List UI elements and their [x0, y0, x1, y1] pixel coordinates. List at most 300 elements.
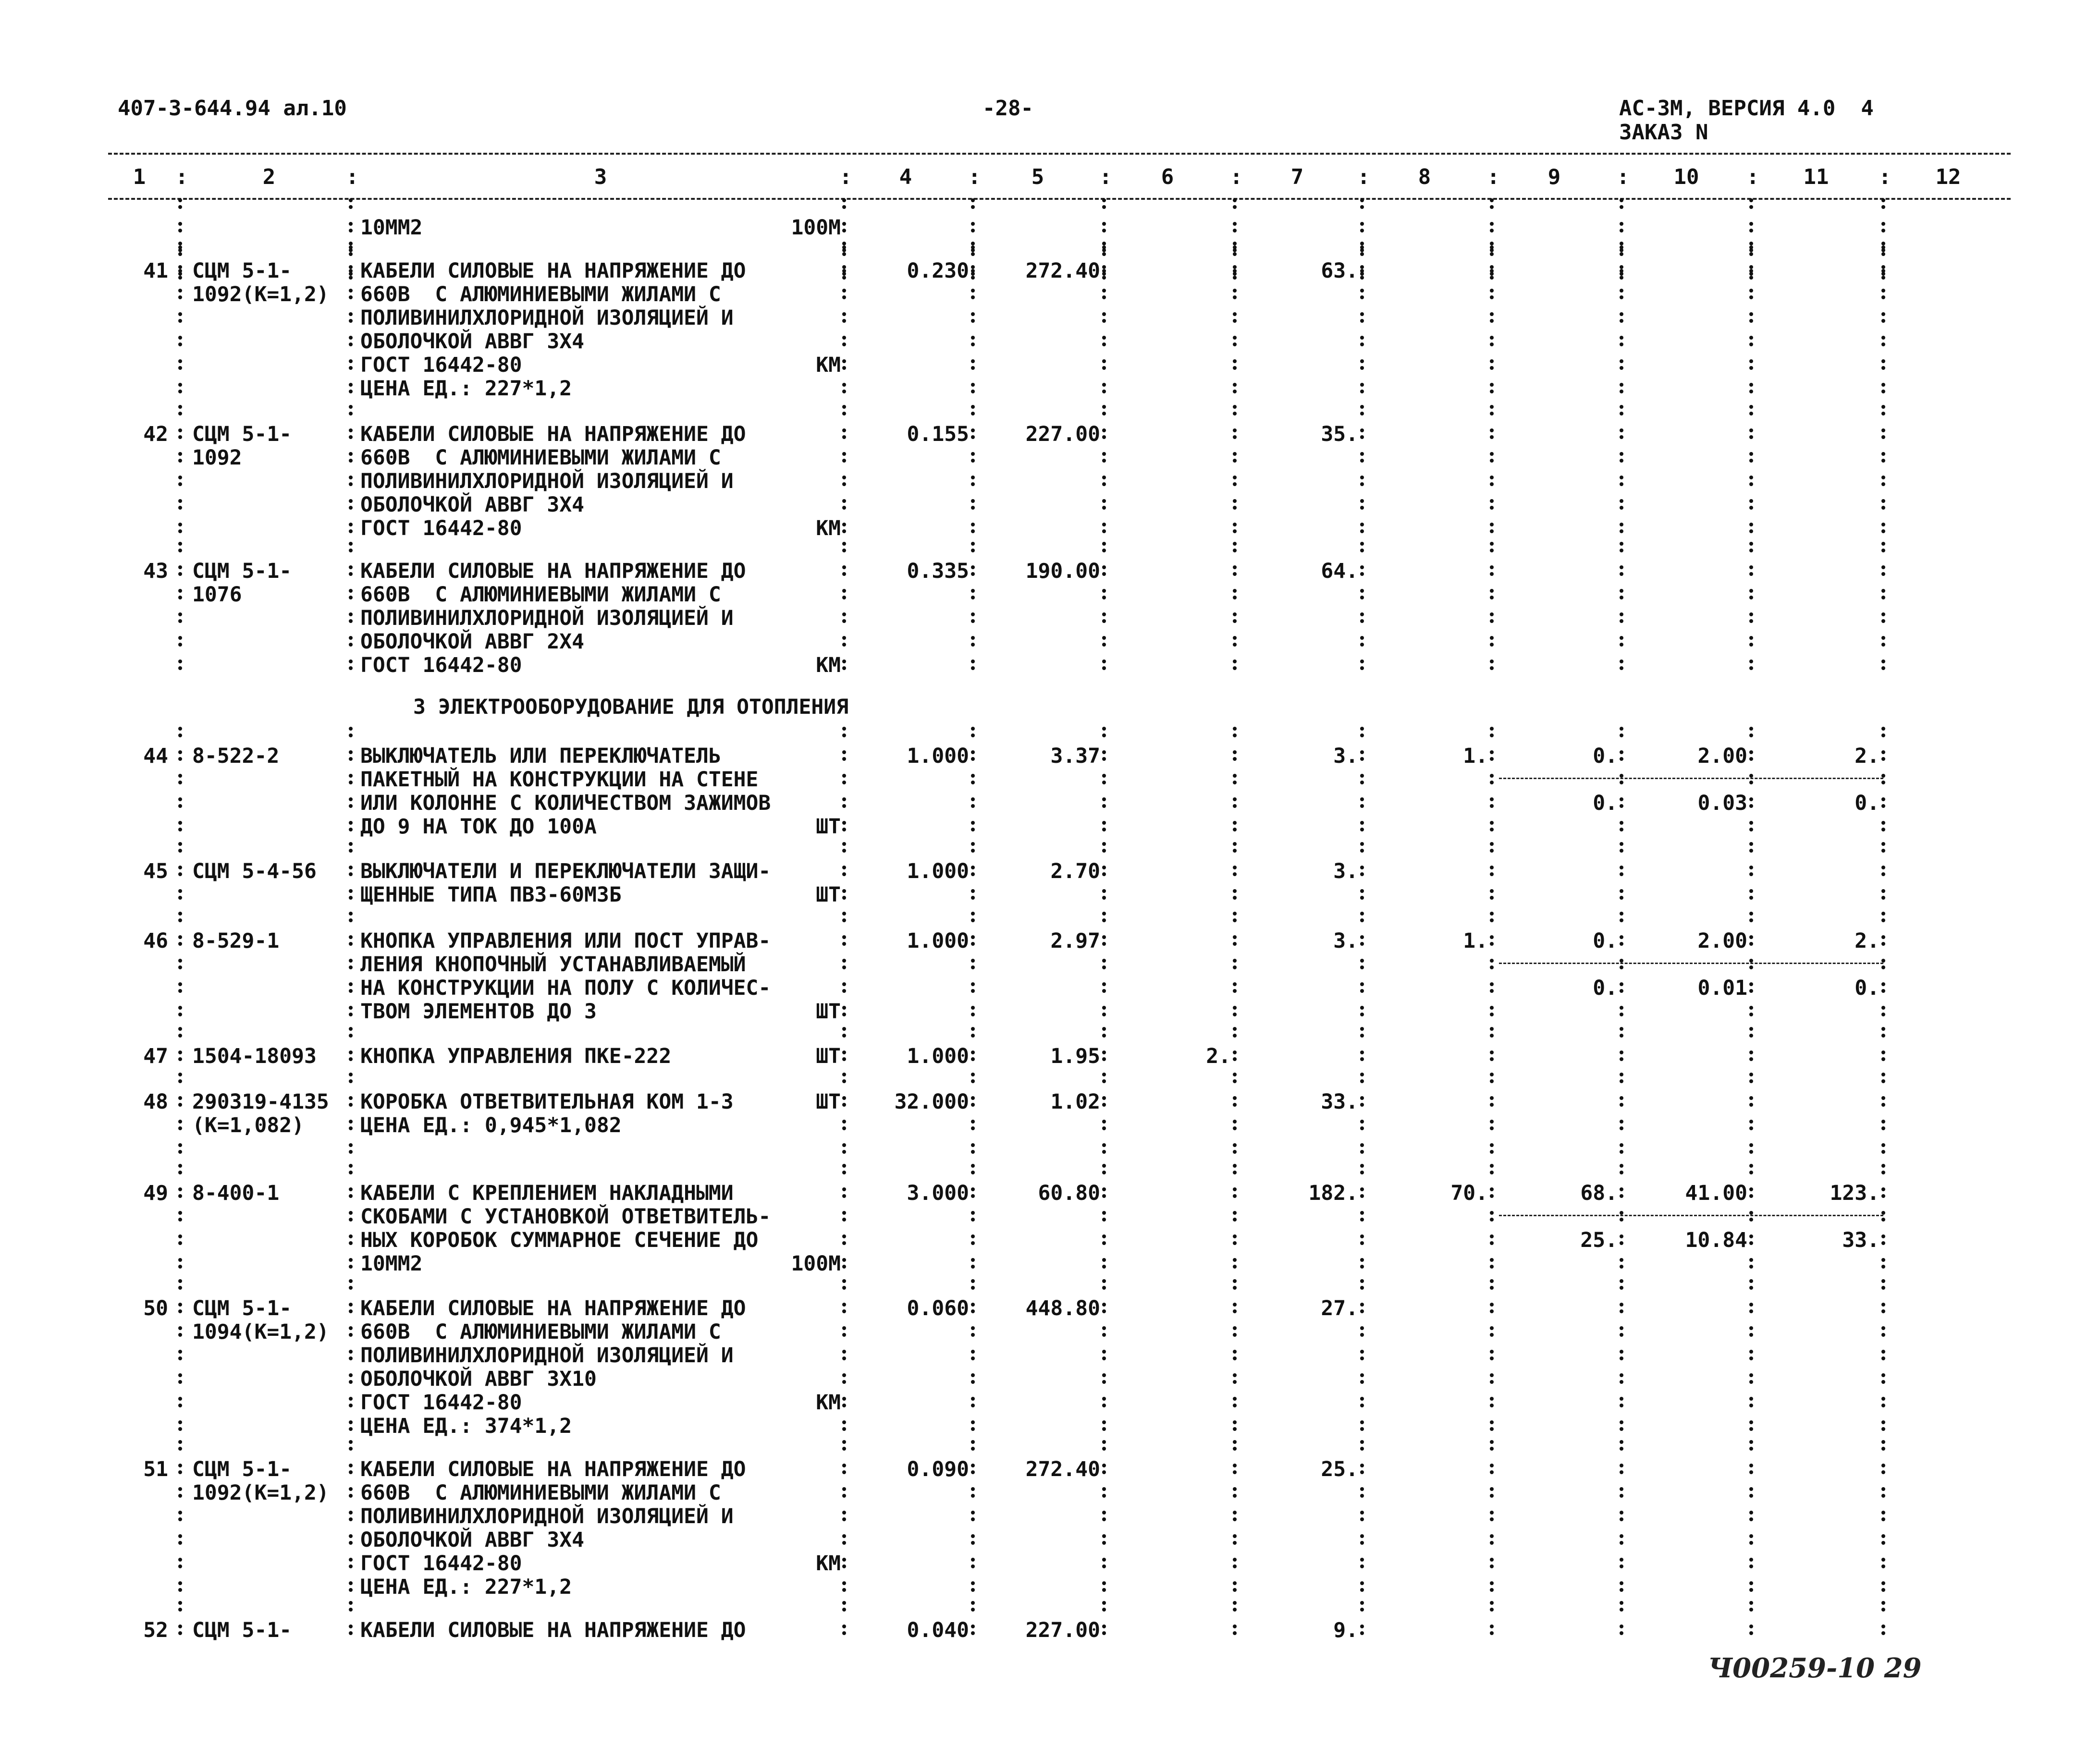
column-separator [1749, 1027, 1753, 1074]
value-col-5: 1.02 [1050, 1090, 1100, 1114]
split-divider [1499, 963, 1883, 964]
column-number-5: 5 [1031, 165, 1044, 189]
work-description: 660В С АЛЮМИНИЕВЫМИ ЖИЛАМИ С [360, 583, 721, 607]
value-col-9-secondary: 0. [1593, 791, 1618, 815]
column-separator [1749, 242, 1753, 406]
column-separator [1881, 1164, 1885, 1282]
work-description: ОБОЛОЧКОЙ АВВГ 3Х4 [360, 330, 584, 354]
column-header-separator: : [968, 165, 981, 189]
work-description: КАБЕЛИ СИЛОВЫЕ НА НАПРЯЖЕНИЕ ДО [360, 1618, 746, 1642]
column-separator [1102, 1073, 1106, 1167]
value-col-7: 3. [1333, 929, 1358, 953]
column-separator [178, 1027, 182, 1074]
resource-code: СЦМ 5-1- [192, 259, 292, 283]
order-label: ЗАКАЗ N [1619, 120, 1708, 145]
work-description: ПОЛИВИНИЛХЛОРИДНОЙ ИЗОЛЯЦИЕЙ И [360, 1504, 734, 1528]
resource-code: 1504-18093 [192, 1044, 317, 1068]
work-description: ИЛИ КОЛОННЕ С КОЛИЧЕСТВОМ ЗАЖИМОВ [360, 791, 771, 815]
work-description: ГОСТ 16442-80 [360, 516, 522, 540]
unit-of-measure: 100М [791, 216, 841, 240]
value-col-11: 123. [1830, 1181, 1879, 1205]
resource-code: 8-400-1 [192, 1181, 280, 1205]
column-separator [1881, 405, 1885, 546]
column-separator [1233, 912, 1237, 1029]
column-separator [349, 912, 353, 1029]
work-description: ГОСТ 16442-80 [360, 653, 522, 677]
header-top-rule [108, 153, 2011, 155]
work-description: ГОСТ 16442-80 [360, 353, 522, 377]
column-separator [349, 1073, 353, 1167]
column-separator [178, 1440, 182, 1605]
work-description: КНОПКА УПРАВЛЕНИЯ ИЛИ ПОСТ УПРАВ- [360, 929, 771, 953]
unit-of-measure: КМ [816, 353, 841, 377]
value-col-5: 227.00 [1025, 1618, 1100, 1642]
column-separator [842, 405, 846, 546]
column-separator [349, 1279, 353, 1444]
column-separator [971, 842, 975, 913]
column-separator [178, 1164, 182, 1282]
column-separator [1881, 1027, 1885, 1074]
column-number-4: 4 [899, 165, 912, 189]
column-separator [1360, 1601, 1364, 1648]
column-separator [842, 1027, 846, 1074]
column-separator [349, 727, 353, 844]
column-separator [178, 405, 182, 546]
column-number-7: 7 [1290, 165, 1304, 189]
value-col-5: 227.00 [1025, 422, 1100, 446]
column-separator [1233, 1027, 1237, 1074]
column-separator [1102, 1601, 1106, 1648]
work-description: ОБОЛОЧКОЙ АВВГ 3Х4 [360, 493, 584, 517]
column-separator [1620, 842, 1623, 913]
work-description: 10ММ2 [360, 216, 423, 240]
work-description: ПОЛИВИНИЛХЛОРИДНОЙ ИЗОЛЯЦИЕЙ И [360, 606, 734, 630]
column-separator [1749, 912, 1753, 1029]
column-separator [1620, 1027, 1623, 1074]
work-description: ВЫКЛЮЧАТЕЛИ И ПЕРЕКЛЮЧАТЕЛИ ЗАЩИ- [360, 859, 771, 883]
column-separator [1102, 1027, 1106, 1074]
value-col-11-secondary: 0. [1854, 976, 1879, 1000]
section-title: 3 ЭЛЕКТРООБОРУДОВАНИЕ ДЛЯ ОТОПЛЕНИЯ [413, 695, 849, 719]
column-header-separator: : [175, 165, 188, 189]
column-header-separator: : [1230, 165, 1243, 189]
value-col-7: 33. [1321, 1090, 1358, 1114]
resource-code: СЦМ 5-1- [192, 1618, 292, 1642]
column-separator [349, 1164, 353, 1282]
column-separator [1881, 727, 1885, 844]
work-description: КАБЕЛИ СИЛОВЫЕ НА НАПРЯЖЕНИЕ ДО [360, 1296, 746, 1320]
column-separator [1749, 1279, 1753, 1444]
work-description: КАБЕЛИ СИЛОВЫЕ НА НАПРЯЖЕНИЕ ДО [360, 1457, 746, 1481]
work-description: НА КОНСТРУКЦИИ НА ПОЛУ С КОЛИЧЕС- [360, 976, 771, 1000]
row-number: 51 [143, 1457, 168, 1481]
value-col-4: 1.000 [907, 859, 969, 883]
row-number: 49 [143, 1181, 168, 1205]
column-separator [1620, 542, 1623, 683]
row-number: 42 [143, 422, 168, 446]
column-separator [1490, 1440, 1494, 1605]
value-col-9: 0. [1593, 929, 1618, 953]
work-description: ЩЕННЫЕ ТИПА ПВЗ-60М3Б [360, 883, 622, 907]
work-description: ГОСТ 16442-80 [360, 1391, 522, 1415]
unit-of-measure: ШТ [816, 1090, 841, 1114]
column-separator [349, 1027, 353, 1074]
column-separator [1233, 1279, 1237, 1444]
resource-code: СЦМ 5-1- [192, 422, 292, 446]
column-separator [1749, 1601, 1753, 1648]
work-description: ДО 9 НА ТОК ДО 100А [360, 815, 597, 839]
resource-code: 1094(K=1,2) [192, 1320, 329, 1344]
unit-of-measure: КМ [816, 1391, 841, 1415]
resource-code: 1092(K=1,2) [192, 282, 329, 306]
value-col-10: 41.00 [1685, 1181, 1747, 1205]
program-version: АС-3М, ВЕРСИЯ 4.0 4 [1619, 96, 1874, 121]
column-separator [1620, 727, 1623, 844]
column-separator [1360, 912, 1364, 1029]
column-separator [1233, 242, 1237, 406]
column-separator [1881, 1440, 1885, 1605]
value-col-7: 35. [1321, 422, 1358, 446]
row-number: 43 [143, 559, 168, 583]
column-separator [1749, 727, 1753, 844]
column-header-separator: : [1617, 165, 1630, 189]
column-separator [1233, 842, 1237, 913]
value-col-5: 272.40 [1025, 1457, 1100, 1481]
work-description: 660В С АЛЮМИНИЕВЫМИ ЖИЛАМИ С [360, 1320, 721, 1344]
resource-code: 290319-4135 [192, 1090, 329, 1114]
column-separator [1102, 405, 1106, 546]
unit-of-measure: КМ [816, 1551, 841, 1576]
value-col-4: 0.090 [907, 1457, 969, 1481]
resource-code: СЦМ 5-4-56 [192, 859, 317, 883]
column-separator [1749, 842, 1753, 913]
column-separator [1881, 242, 1885, 406]
column-separator [1881, 1073, 1885, 1167]
unit-of-measure: КМ [816, 653, 841, 677]
column-separator [1360, 242, 1364, 406]
column-separator [1360, 1073, 1364, 1167]
column-separator [842, 242, 846, 406]
value-col-4: 32.000 [894, 1090, 969, 1114]
unit-of-measure: ШТ [816, 815, 841, 839]
column-separator [971, 1164, 975, 1282]
value-col-7: 27. [1321, 1296, 1358, 1320]
column-separator [1102, 1279, 1106, 1444]
column-separator [1881, 1279, 1885, 1444]
column-separator [1233, 1164, 1237, 1282]
column-number-9: 9 [1547, 165, 1561, 189]
column-separator [1490, 1279, 1494, 1444]
column-number-10: 10 [1673, 165, 1699, 189]
value-col-5: 190.00 [1025, 559, 1100, 583]
column-separator [971, 727, 975, 844]
value-col-7: 25. [1321, 1457, 1358, 1481]
work-description: СКОБАМИ С УСТАНОВКОЙ ОТВЕТВИТЕЛЬ- [360, 1205, 771, 1229]
unit-of-measure: ШТ [816, 1000, 841, 1024]
column-separator [1490, 242, 1494, 406]
column-header-separator: : [346, 165, 359, 189]
resource-code: 8-529-1 [192, 929, 280, 953]
column-header-separator: : [1487, 165, 1500, 189]
value-col-7: 3. [1333, 744, 1358, 768]
column-number-2: 2 [262, 165, 276, 189]
column-separator [1881, 912, 1885, 1029]
column-separator [1233, 1440, 1237, 1605]
value-col-5: 3.37 [1050, 744, 1100, 768]
value-col-11: 2. [1854, 929, 1879, 953]
value-col-8: 1. [1463, 929, 1488, 953]
work-description: 660В С АЛЮМИНИЕВЫМИ ЖИЛАМИ С [360, 446, 721, 470]
work-description: ВЫКЛЮЧАТЕЛЬ ИЛИ ПЕРЕКЛЮЧАТЕЛЬ [360, 744, 721, 768]
work-description: КАБЕЛИ СИЛОВЫЕ НА НАПРЯЖЕНИЕ ДО [360, 259, 746, 283]
resource-code: СЦМ 5-1- [192, 559, 292, 583]
column-separator [842, 912, 846, 1029]
column-separator [1620, 1279, 1623, 1444]
work-description: КОРОБКА ОТВЕТВИТЕЛЬНАЯ КОМ 1-3 [360, 1090, 734, 1114]
column-separator [1749, 1164, 1753, 1282]
column-separator [842, 842, 846, 913]
column-separator [1233, 727, 1237, 844]
column-separator [178, 1601, 182, 1648]
work-description: ОБОЛОЧКОЙ АВВГ 3Х4 [360, 1528, 584, 1552]
column-separator [971, 405, 975, 546]
column-separator [1490, 1164, 1494, 1282]
unit-of-measure: 100М [791, 1252, 841, 1276]
work-description: КАБЕЛИ СИЛОВЫЕ НА НАПРЯЖЕНИЕ ДО [360, 559, 746, 583]
work-description: КАБЕЛИ С КРЕПЛЕНИЕМ НАКЛАДНЫМИ [360, 1181, 734, 1205]
column-separator [1749, 542, 1753, 683]
work-description: 660В С АЛЮМИНИЕВЫМИ ЖИЛАМИ С [360, 282, 721, 306]
column-separator [971, 1601, 975, 1648]
row-number: 46 [143, 929, 168, 953]
column-separator [349, 1440, 353, 1605]
column-separator [1490, 405, 1494, 546]
column-separator [1360, 1027, 1364, 1074]
page-number: -28- [982, 96, 1033, 121]
column-separator [1749, 1440, 1753, 1605]
row-number: 44 [143, 744, 168, 768]
value-col-5: 448.80 [1025, 1296, 1100, 1320]
column-separator [178, 542, 182, 683]
column-separator [178, 912, 182, 1029]
value-col-11-secondary: 33. [1842, 1228, 1879, 1252]
work-description: ПОЛИВИНИЛХЛОРИДНОЙ ИЗОЛЯЦИЕЙ И [360, 469, 734, 493]
value-col-9-secondary: 25. [1580, 1228, 1618, 1252]
value-col-4: 0.155 [907, 422, 969, 446]
value-col-10: 2.00 [1697, 929, 1747, 953]
value-col-6: 2. [1206, 1044, 1231, 1068]
value-col-5: 1.95 [1050, 1044, 1100, 1068]
value-col-7: 63. [1321, 259, 1358, 283]
resource-code: (K=1,082) [192, 1113, 304, 1137]
column-separator [178, 727, 182, 844]
work-description: ГОСТ 16442-80 [360, 1551, 522, 1576]
value-col-5: 2.97 [1050, 929, 1100, 953]
work-description: ОБОЛОЧКОЙ АВВГ 3Х10 [360, 1367, 597, 1391]
row-number: 47 [143, 1044, 168, 1068]
column-separator [1360, 1279, 1364, 1444]
column-separator [842, 727, 846, 844]
column-number-1: 1 [133, 165, 146, 189]
resource-code: СЦМ 5-1- [192, 1296, 292, 1320]
row-number: 52 [143, 1618, 168, 1642]
value-col-10-secondary: 10.84 [1685, 1228, 1747, 1252]
header-bottom-rule [108, 198, 2011, 200]
work-description: ПАКЕТНЫЙ НА КОНСТРУКЦИИ НА СТЕНЕ [360, 768, 759, 792]
value-col-5: 2.70 [1050, 859, 1100, 883]
column-header-separator: : [839, 165, 852, 189]
column-separator [1102, 727, 1106, 844]
value-col-4: 0.230 [907, 259, 969, 283]
unit-price-note: ЦЕНА ЕД.: 227*1,2 [360, 377, 572, 401]
split-divider [1499, 778, 1883, 779]
work-description: ТВОМ ЭЛЕМЕНТОВ ДО 3 [360, 1000, 597, 1024]
work-description: ОБОЛОЧКОЙ АВВГ 2Х4 [360, 630, 584, 654]
column-separator [178, 1073, 182, 1167]
value-col-7: 182. [1308, 1181, 1358, 1205]
value-col-11-secondary: 0. [1854, 791, 1879, 815]
unit-of-measure: КМ [816, 516, 841, 540]
value-col-9-secondary: 0. [1593, 976, 1618, 1000]
column-separator [1490, 842, 1494, 913]
column-separator [842, 1440, 846, 1605]
column-separator [1620, 405, 1623, 546]
work-description: ПОЛИВИНИЛХЛОРИДНОЙ ИЗОЛЯЦИЕЙ И [360, 306, 734, 330]
split-divider [1499, 1215, 1883, 1216]
column-separator [1360, 842, 1364, 913]
value-col-4: 1.000 [907, 1044, 969, 1068]
column-header-separator: : [1879, 165, 1891, 189]
column-number-3: 3 [594, 165, 607, 189]
column-separator [1233, 542, 1237, 683]
column-separator [1620, 1440, 1623, 1605]
unit-price-note: ЦЕНА ЕД.: 0,945*1,082 [360, 1113, 622, 1137]
value-col-4: 1.000 [907, 929, 969, 953]
column-separator [971, 542, 975, 683]
handwritten-sheet-number: Ч00259-10 29 [1708, 1652, 1922, 1684]
column-separator [1490, 542, 1494, 683]
column-number-12: 12 [1935, 165, 1961, 189]
column-separator [178, 242, 182, 406]
value-col-7: 64. [1321, 559, 1358, 583]
row-number: 41 [143, 259, 168, 283]
row-number: 45 [143, 859, 168, 883]
unit-of-measure: ШТ [816, 883, 841, 907]
unit-price-note: ЦЕНА ЕД.: 374*1,2 [360, 1414, 572, 1438]
resource-code: 8-522-2 [192, 744, 280, 768]
value-col-7: 3. [1333, 859, 1358, 883]
row-number: 50 [143, 1296, 168, 1320]
column-separator [971, 1027, 975, 1074]
value-col-9: 0. [1593, 744, 1618, 768]
work-description: 10ММ2 [360, 1252, 423, 1276]
column-separator [1360, 1440, 1364, 1605]
column-separator [1102, 242, 1106, 406]
column-separator [842, 1279, 846, 1444]
column-separator [971, 1073, 975, 1167]
value-col-4: 3.000 [907, 1181, 969, 1205]
column-separator [1102, 842, 1106, 913]
value-col-4: 0.335 [907, 559, 969, 583]
column-separator [1881, 542, 1885, 683]
column-separator [1749, 405, 1753, 546]
value-col-11: 2. [1854, 744, 1879, 768]
column-separator [1102, 542, 1106, 683]
column-separator [1620, 242, 1623, 406]
column-separator [349, 1601, 353, 1648]
column-separator [971, 912, 975, 1029]
column-separator [842, 1601, 846, 1648]
column-separator [1620, 1073, 1623, 1167]
column-separator [1620, 912, 1623, 1029]
value-col-10-secondary: 0.01 [1697, 976, 1747, 1000]
column-separator [1360, 727, 1364, 844]
column-header-separator: : [1357, 165, 1370, 189]
resource-code: 1092(K=1,2) [192, 1481, 329, 1505]
column-number-8: 8 [1418, 165, 1431, 189]
column-separator [1620, 1601, 1623, 1648]
column-separator [971, 1279, 975, 1444]
column-separator [1233, 1073, 1237, 1167]
resource-code: 1092 [192, 446, 242, 470]
column-separator [178, 1279, 182, 1444]
column-separator [842, 1073, 846, 1167]
column-separator [1360, 1164, 1364, 1282]
document-code: 407-3-644.94 ал.10 [118, 96, 347, 121]
column-separator [349, 242, 353, 406]
column-separator [1102, 1164, 1106, 1282]
column-separator [971, 1440, 975, 1605]
value-col-8: 70. [1450, 1181, 1488, 1205]
column-separator [1881, 1601, 1885, 1648]
work-description: НЫХ КОРОБОК СУММАРНОЕ СЕЧЕНИЕ ДО [360, 1228, 759, 1252]
column-separator [1490, 1073, 1494, 1167]
value-col-10-secondary: 0.03 [1697, 791, 1747, 815]
column-number-11: 11 [1803, 165, 1829, 189]
row-number: 48 [143, 1090, 168, 1114]
column-header-separator: : [1099, 165, 1112, 189]
unit-price-note: ЦЕНА ЕД.: 227*1,2 [360, 1575, 572, 1599]
resource-code: СЦМ 5-1- [192, 1457, 292, 1481]
column-separator [971, 242, 975, 406]
column-header-separator: : [1746, 165, 1759, 189]
column-separator [1490, 727, 1494, 844]
work-description: КАБЕЛИ СИЛОВЫЕ НА НАПРЯЖЕНИЕ ДО [360, 422, 746, 446]
resource-code: 1076 [192, 583, 242, 607]
value-col-10: 2.00 [1697, 744, 1747, 768]
column-number-6: 6 [1161, 165, 1174, 189]
unit-of-measure: ШТ [816, 1044, 841, 1068]
column-separator [1102, 912, 1106, 1029]
column-separator [349, 542, 353, 683]
column-separator [349, 842, 353, 913]
column-separator [178, 842, 182, 913]
column-separator [1490, 1027, 1494, 1074]
value-col-9: 68. [1580, 1181, 1618, 1205]
column-separator [1233, 405, 1237, 546]
value-col-4: 0.060 [907, 1296, 969, 1320]
column-separator [842, 1164, 846, 1282]
column-separator [1620, 1164, 1623, 1282]
column-separator [1360, 405, 1364, 546]
column-separator [842, 542, 846, 683]
work-description: КНОПКА УПРАВЛЕНИЯ ПКЕ-222 [360, 1044, 672, 1068]
column-separator [1749, 1073, 1753, 1167]
column-separator [1360, 542, 1364, 683]
column-separator [349, 405, 353, 546]
column-separator [1881, 842, 1885, 913]
value-col-7: 9. [1333, 1618, 1358, 1642]
